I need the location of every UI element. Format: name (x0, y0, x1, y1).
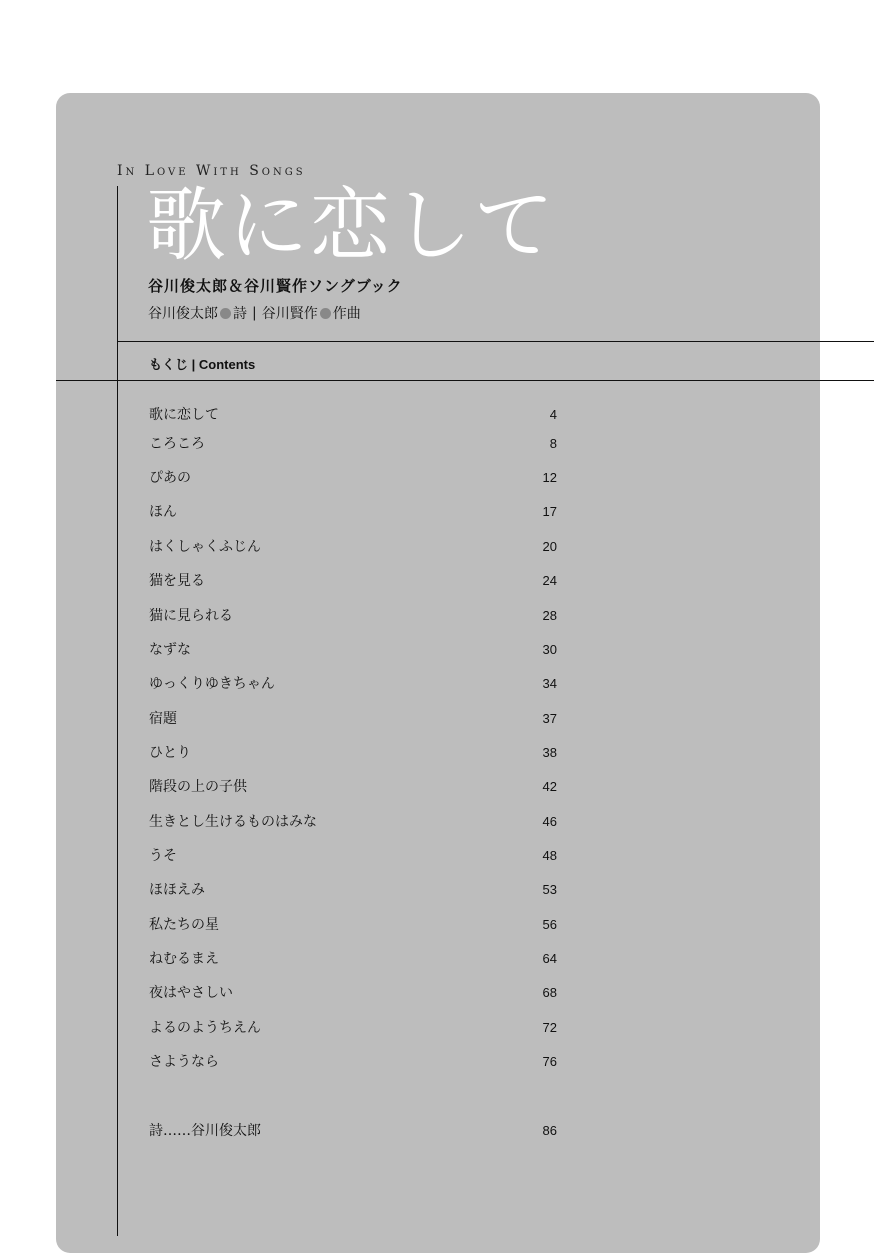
toc-entry-title: はくしゃくふじん (149, 539, 261, 555)
toc-entry (149, 845, 557, 865)
book-title: 歌に恋して (146, 179, 556, 272)
toc-entry-page: 64 (542, 950, 557, 966)
credits-separator: | (252, 305, 257, 321)
toc-entry-title: 歌に恋して (149, 407, 219, 423)
toc-entry-title: 生きとし生けるものはみな (149, 814, 317, 830)
bullet-dot-icon (220, 308, 231, 319)
toc-entry-title: 夜はやさしい (149, 985, 233, 1001)
toc-entry-title: ぴあの (149, 470, 191, 486)
toc-entry-title: さようなら (149, 1054, 219, 1070)
toc-entry (149, 948, 557, 968)
toc-entry-page: 28 (542, 607, 557, 623)
toc-entry-page: 37 (542, 710, 557, 726)
book-subtitle: 谷川俊太郎＆谷川賢作ソングブック (148, 277, 403, 295)
toc-entry (149, 404, 557, 424)
vertical-rule (117, 186, 118, 1236)
toc-entry-page: 4 (549, 406, 557, 422)
credits-line (148, 303, 361, 323)
toc-entry-title: ころころ (149, 436, 205, 452)
contents-top-rule (117, 341, 874, 342)
toc-entry-page: 53 (542, 881, 557, 897)
toc-entry (149, 708, 557, 728)
toc-entry-title: 宿題 (149, 711, 177, 727)
toc-entry-title: ねむるまえ (149, 951, 219, 967)
toc-entry (149, 605, 557, 625)
toc-entry-title: うそ (149, 848, 177, 864)
toc-entry-page: 46 (542, 813, 557, 829)
toc-entry (149, 742, 557, 762)
toc-entry-page: 12 (542, 469, 557, 485)
toc-entry (149, 673, 557, 693)
composer-role: 作曲 (332, 306, 361, 322)
toc-entry (149, 1120, 557, 1140)
toc-entry-title: ほん (149, 504, 177, 520)
toc-entry (149, 570, 557, 590)
toc-entry-page: 24 (542, 572, 557, 588)
toc-entry-title: ほほえみ (149, 882, 205, 898)
toc-entry (149, 879, 557, 899)
toc-entry-page: 42 (542, 778, 557, 794)
toc-entry-title: なずな (149, 642, 191, 658)
toc-entry (149, 536, 557, 556)
toc-entry (149, 811, 557, 831)
toc-entry-page: 48 (542, 847, 557, 863)
toc-entry (149, 639, 557, 659)
toc-entry (149, 501, 557, 521)
toc-entry-title: 私たちの星 (149, 917, 219, 933)
toc-entry-page: 34 (542, 675, 557, 691)
toc-entry (149, 1051, 557, 1071)
lyricist-role: 詩 (233, 306, 247, 322)
toc-entry (149, 1017, 557, 1037)
toc-entry (149, 776, 557, 796)
toc-entry-page: 8 (549, 435, 557, 451)
toc-entry-page: 86 (542, 1122, 557, 1138)
toc-entry-page: 56 (542, 916, 557, 932)
toc-entry-title: ゆっくりゆきちゃん (149, 676, 275, 692)
contents-heading: もくじ | Contents (149, 357, 256, 372)
toc-entry-page: 76 (542, 1053, 557, 1069)
contents-bottom-rule (56, 380, 874, 381)
toc-entry-title: 階段の上の子供 (149, 779, 247, 795)
toc-entry-page: 17 (542, 503, 557, 519)
toc-entry-page: 20 (542, 538, 557, 554)
toc-entry-title: 猫を見る (149, 573, 205, 589)
toc-entry-title: 詩……谷川俊太郎 (149, 1123, 261, 1139)
toc-entry-page: 72 (542, 1019, 557, 1035)
toc-entry-title: よるのようちえん (149, 1020, 261, 1036)
composer-name: 谷川賢作 (261, 306, 318, 322)
toc-entry (149, 982, 557, 1002)
lyricist-name: 谷川俊太郎 (148, 306, 218, 322)
toc-entry-title: ひとり (149, 745, 191, 761)
toc-entry-page: 30 (542, 641, 557, 657)
toc-entry-page: 68 (542, 984, 557, 1000)
series-title: In Love With Songs (117, 163, 306, 179)
bullet-dot-icon (320, 308, 331, 319)
toc-entry (149, 467, 557, 487)
toc-entry-title: 猫に見られる (149, 608, 233, 624)
toc-entry (149, 433, 557, 453)
toc-entry-page: 38 (542, 744, 557, 760)
toc-entry (149, 914, 557, 934)
